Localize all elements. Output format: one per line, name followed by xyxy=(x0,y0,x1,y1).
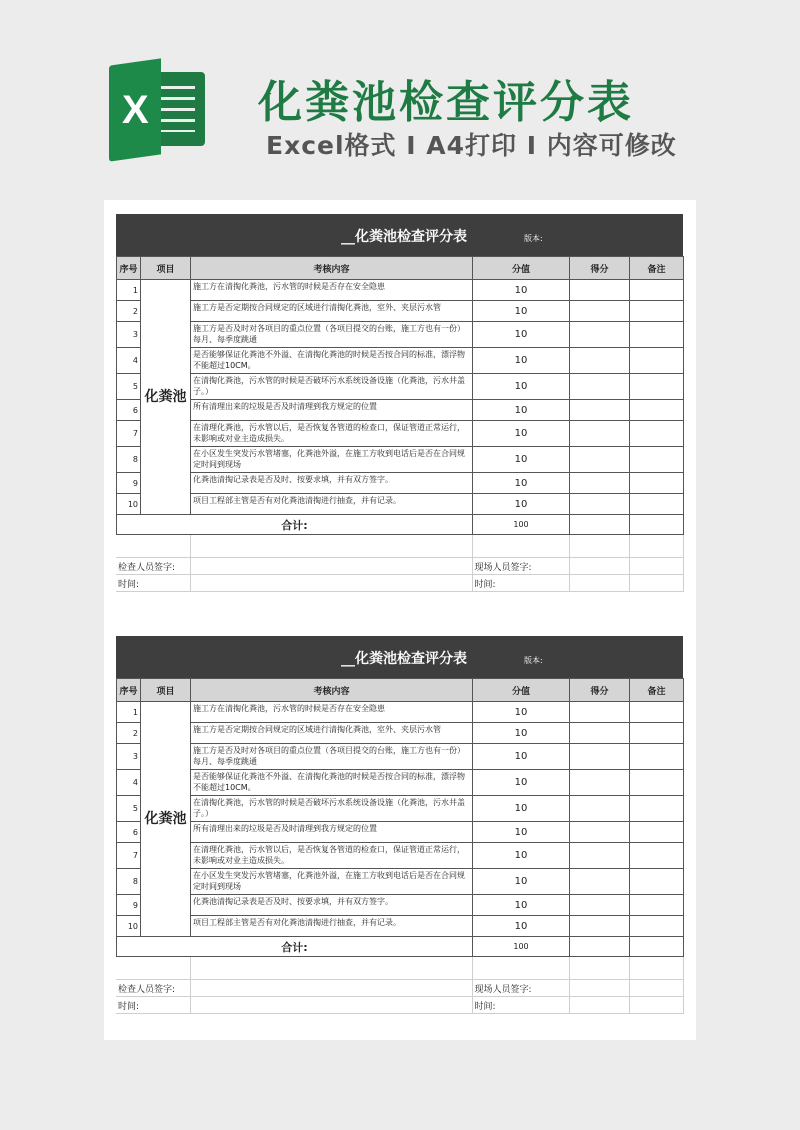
inspector-signature-field[interactable] xyxy=(190,980,472,997)
excel-logo-icon: X xyxy=(103,60,207,160)
row-note-cell[interactable] xyxy=(630,421,684,447)
row-got-cell[interactable] xyxy=(570,374,630,400)
total-note-cell[interactable] xyxy=(630,515,684,535)
row-number: 8 xyxy=(117,447,141,473)
row-number: 2 xyxy=(117,723,141,744)
table-row xyxy=(117,301,684,322)
row-number: 8 xyxy=(117,869,141,895)
category-cell: 化粪池 xyxy=(141,702,191,937)
row-note-cell[interactable] xyxy=(630,494,684,515)
col-header-note: 备注 xyxy=(630,679,684,702)
table-header-row xyxy=(117,679,684,702)
version-label: 版本: xyxy=(524,656,543,665)
table-row xyxy=(117,421,684,447)
table-row xyxy=(117,322,684,348)
score-form xyxy=(116,214,683,592)
page-title: 化粪池检查评分表 xyxy=(258,77,634,128)
row-score[interactable]: 10 xyxy=(473,280,570,301)
inspector-signature-label: 检查人员签字: xyxy=(116,980,190,997)
site-signature-label: 现场人员签字: xyxy=(472,980,569,997)
table-row xyxy=(117,473,684,494)
row-score[interactable]: 10 xyxy=(473,374,570,400)
row-got-cell[interactable] xyxy=(570,744,630,770)
col-header-score: 分值 xyxy=(473,257,570,280)
row-content[interactable]: 施工方是否定期按合同规定的区域进行清掏化粪池，室外、夹层污水管 xyxy=(191,301,473,322)
row-got-cell[interactable] xyxy=(570,796,630,822)
score-table xyxy=(116,256,684,535)
signature-table xyxy=(116,535,684,592)
table-row xyxy=(117,447,684,473)
row-content[interactable]: 在小区发生突发污水管堵塞，化粪池外溢，在施工方收到电话后是否在合同规定时间到现场 xyxy=(191,447,473,473)
row-score[interactable]: 10 xyxy=(473,770,570,796)
row-got-cell[interactable] xyxy=(570,400,630,421)
row-got-cell[interactable] xyxy=(570,702,630,723)
row-got-cell[interactable] xyxy=(570,447,630,473)
row-content[interactable]: 在小区发生突发污水管堵塞，化粪池外溢，在施工方收到电话后是否在合同规定时间到现场 xyxy=(191,869,473,895)
row-note-cell[interactable] xyxy=(630,702,684,723)
col-header-score: 分值 xyxy=(473,679,570,702)
score-table xyxy=(116,678,684,957)
inspector-signature-field[interactable] xyxy=(190,558,472,575)
row-note-cell[interactable] xyxy=(630,322,684,348)
time-row xyxy=(116,997,683,1014)
row-content[interactable]: 施工方在清掏化粪池，污水管的时候是否存在安全隐患 xyxy=(191,702,473,723)
total-value[interactable]: 100 xyxy=(473,937,570,957)
form-title: __化粪池检查评分表 xyxy=(341,229,467,245)
inspector-signature-label: 检查人员签字: xyxy=(116,558,190,575)
col-header-seq: 序号 xyxy=(117,679,141,702)
table-row xyxy=(117,702,684,723)
row-got-cell[interactable] xyxy=(570,421,630,447)
row-number: 1 xyxy=(117,280,141,301)
row-got-cell[interactable] xyxy=(570,770,630,796)
table-row xyxy=(117,374,684,400)
table-header-row xyxy=(117,257,684,280)
table-row xyxy=(117,348,684,374)
row-got-cell[interactable] xyxy=(570,280,630,301)
row-number: 9 xyxy=(117,895,141,916)
total-value[interactable]: 100 xyxy=(473,515,570,535)
row-number: 10 xyxy=(117,916,141,937)
row-got-cell[interactable] xyxy=(570,348,630,374)
row-content[interactable]: 在清掏化粪池，污水管的时候是否破坏污水系统设备设施（化粪池，污水井盖子。） xyxy=(191,374,473,400)
col-header-note: 备注 xyxy=(630,257,684,280)
col-header-item: 项目 xyxy=(141,679,191,702)
row-number: 5 xyxy=(117,796,141,822)
col-header-content: 考核内容 xyxy=(191,257,473,280)
inspector-time-field[interactable] xyxy=(190,997,472,1014)
row-got-cell[interactable] xyxy=(570,494,630,515)
form-header-bar xyxy=(116,214,683,256)
row-score[interactable]: 10 xyxy=(473,869,570,895)
site-signature-label: 现场人员签字: xyxy=(472,558,569,575)
row-note-cell[interactable] xyxy=(630,796,684,822)
row-content[interactable]: 施工方是否及时对各项目的重点位置（各项目提交的台账，施工方也有一份）每月、每季度跳通 xyxy=(191,322,473,348)
row-got-cell[interactable] xyxy=(570,895,630,916)
row-content[interactable]: 在清掏化粪池，污水管的时候是否破坏污水系统设备设施（化粪池，污水井盖子。） xyxy=(191,796,473,822)
signature-row xyxy=(116,980,683,997)
table-row xyxy=(117,770,684,796)
row-score[interactable]: 10 xyxy=(473,702,570,723)
table-row xyxy=(117,895,684,916)
row-got-cell[interactable] xyxy=(570,723,630,744)
category-cell: 化粪池 xyxy=(141,280,191,515)
row-content[interactable]: 在清理化粪池，污水管以后，是否恢复各管道的检查口，保证管道正常运行，未影响或对业主造成损失。 xyxy=(191,421,473,447)
row-note-cell[interactable] xyxy=(630,280,684,301)
total-got-cell[interactable] xyxy=(570,937,630,957)
table-row xyxy=(117,280,684,301)
row-content[interactable]: 化粪池清掏记录表是否及时、按要求填，并有双方签字。 xyxy=(191,473,473,494)
row-score[interactable]: 10 xyxy=(473,473,570,494)
row-number: 4 xyxy=(117,348,141,374)
total-got-cell[interactable] xyxy=(570,515,630,535)
row-number: 9 xyxy=(117,473,141,494)
site-time-label: 时间: xyxy=(472,997,569,1014)
row-score[interactable]: 10 xyxy=(473,322,570,348)
page-subtitle: Excel格式 I A4打印 I 内容可修改 xyxy=(266,131,677,160)
row-note-cell[interactable] xyxy=(630,400,684,421)
row-score[interactable]: 10 xyxy=(473,447,570,473)
row-score[interactable]: 10 xyxy=(473,916,570,937)
site-time-label: 时间: xyxy=(472,575,569,592)
row-score[interactable]: 10 xyxy=(473,895,570,916)
row-note-cell[interactable] xyxy=(630,723,684,744)
row-number: 3 xyxy=(117,744,141,770)
row-content[interactable]: 是否能够保证化粪池不外溢、在清掏化粪池的时候是否按合同的标准，漂浮物不能超过10CM。 xyxy=(191,348,473,374)
row-got-cell[interactable] xyxy=(570,869,630,895)
table-row xyxy=(117,822,684,843)
blank-row xyxy=(116,957,683,980)
row-got-cell[interactable] xyxy=(570,843,630,869)
banner xyxy=(0,0,800,200)
row-content[interactable]: 化粪池清掏记录表是否及时、按要求填，并有双方签字。 xyxy=(191,895,473,916)
col-header-seq: 序号 xyxy=(117,257,141,280)
site-signature-field[interactable] xyxy=(569,980,629,997)
table-row xyxy=(117,916,684,937)
row-score[interactable]: 10 xyxy=(473,301,570,322)
col-header-got: 得分 xyxy=(570,679,630,702)
row-note-cell[interactable] xyxy=(630,895,684,916)
row-number: 6 xyxy=(117,400,141,421)
row-number: 3 xyxy=(117,322,141,348)
row-got-cell[interactable] xyxy=(570,301,630,322)
form-header-bar xyxy=(116,636,683,678)
row-score[interactable]: 10 xyxy=(473,843,570,869)
row-score[interactable]: 10 xyxy=(473,822,570,843)
row-score[interactable]: 10 xyxy=(473,796,570,822)
row-note-cell[interactable] xyxy=(630,822,684,843)
row-score[interactable]: 10 xyxy=(473,723,570,744)
row-got-cell[interactable] xyxy=(570,916,630,937)
table-row xyxy=(117,744,684,770)
signature-table xyxy=(116,957,684,1014)
inspector-time-label: 时间: xyxy=(116,575,190,592)
inspector-time-field[interactable] xyxy=(190,575,472,592)
row-content[interactable]: 施工方是否及时对各项目的重点位置（各项目提交的台账，施工方也有一份）每月、每季度跳通 xyxy=(191,744,473,770)
row-number: 4 xyxy=(117,770,141,796)
row-content[interactable]: 所有清理出来的垃圾是否及时清理到我方规定的位置 xyxy=(191,822,473,843)
row-note-cell[interactable] xyxy=(630,843,684,869)
table-row xyxy=(117,494,684,515)
site-signature-field[interactable] xyxy=(569,558,629,575)
form-title: __化粪池检查评分表 xyxy=(341,651,467,667)
table-row xyxy=(117,723,684,744)
blank-row xyxy=(116,535,683,558)
row-content[interactable]: 是否能够保证化粪池不外溢、在清掏化粪池的时候是否按合同的标准，漂浮物不能超过10CM。 xyxy=(191,770,473,796)
row-note-cell[interactable] xyxy=(630,770,684,796)
total-label: 合计: xyxy=(117,937,473,957)
row-note-cell[interactable] xyxy=(630,447,684,473)
row-content[interactable]: 施工方在清掏化粪池，污水管的时候是否存在安全隐患 xyxy=(191,280,473,301)
site-time-field[interactable] xyxy=(569,997,629,1014)
table-row xyxy=(117,400,684,421)
inspector-time-label: 时间: xyxy=(116,997,190,1014)
total-row xyxy=(117,515,684,535)
row-number: 5 xyxy=(117,374,141,400)
row-number: 6 xyxy=(117,822,141,843)
row-score[interactable]: 10 xyxy=(473,348,570,374)
row-content[interactable]: 所有清理出来的垃圾是否及时清理到我方规定的位置 xyxy=(191,400,473,421)
site-time-field[interactable] xyxy=(569,575,629,592)
row-number: 7 xyxy=(117,421,141,447)
row-score[interactable]: 10 xyxy=(473,494,570,515)
row-score[interactable]: 10 xyxy=(473,421,570,447)
row-number: 10 xyxy=(117,494,141,515)
time-row xyxy=(116,575,683,592)
row-note-cell[interactable] xyxy=(630,374,684,400)
col-header-got: 得分 xyxy=(570,257,630,280)
table-row xyxy=(117,843,684,869)
row-number: 1 xyxy=(117,702,141,723)
row-content[interactable]: 在清理化粪池，污水管以后，是否恢复各管道的检查口，保证管道正常运行，未影响或对业主造成损失。 xyxy=(191,843,473,869)
score-form xyxy=(116,636,683,1014)
row-content[interactable]: 项目工程部主管是否有对化粪池清掏进行抽查，并有记录。 xyxy=(191,916,473,937)
row-note-cell[interactable] xyxy=(630,473,684,494)
row-note-cell[interactable] xyxy=(630,301,684,322)
version-label: 版本: xyxy=(524,234,543,243)
total-note-cell[interactable] xyxy=(630,937,684,957)
row-score[interactable]: 10 xyxy=(473,400,570,421)
row-got-cell[interactable] xyxy=(570,822,630,843)
row-number: 7 xyxy=(117,843,141,869)
row-content[interactable]: 项目工程部主管是否有对化粪池清掏进行抽查，并有记录。 xyxy=(191,494,473,515)
row-note-cell[interactable] xyxy=(630,869,684,895)
table-row xyxy=(117,796,684,822)
table-row xyxy=(117,869,684,895)
row-number: 2 xyxy=(117,301,141,322)
row-note-cell[interactable] xyxy=(630,348,684,374)
col-header-item: 项目 xyxy=(141,257,191,280)
row-note-cell[interactable] xyxy=(630,916,684,937)
signature-row xyxy=(116,558,683,575)
total-label: 合计: xyxy=(117,515,473,535)
row-note-cell[interactable] xyxy=(630,744,684,770)
row-got-cell[interactable] xyxy=(570,473,630,494)
col-header-content: 考核内容 xyxy=(191,679,473,702)
row-content[interactable]: 施工方是否定期按合同规定的区域进行清掏化粪池，室外、夹层污水管 xyxy=(191,723,473,744)
row-got-cell[interactable] xyxy=(570,322,630,348)
row-score[interactable]: 10 xyxy=(473,744,570,770)
total-row xyxy=(117,937,684,957)
